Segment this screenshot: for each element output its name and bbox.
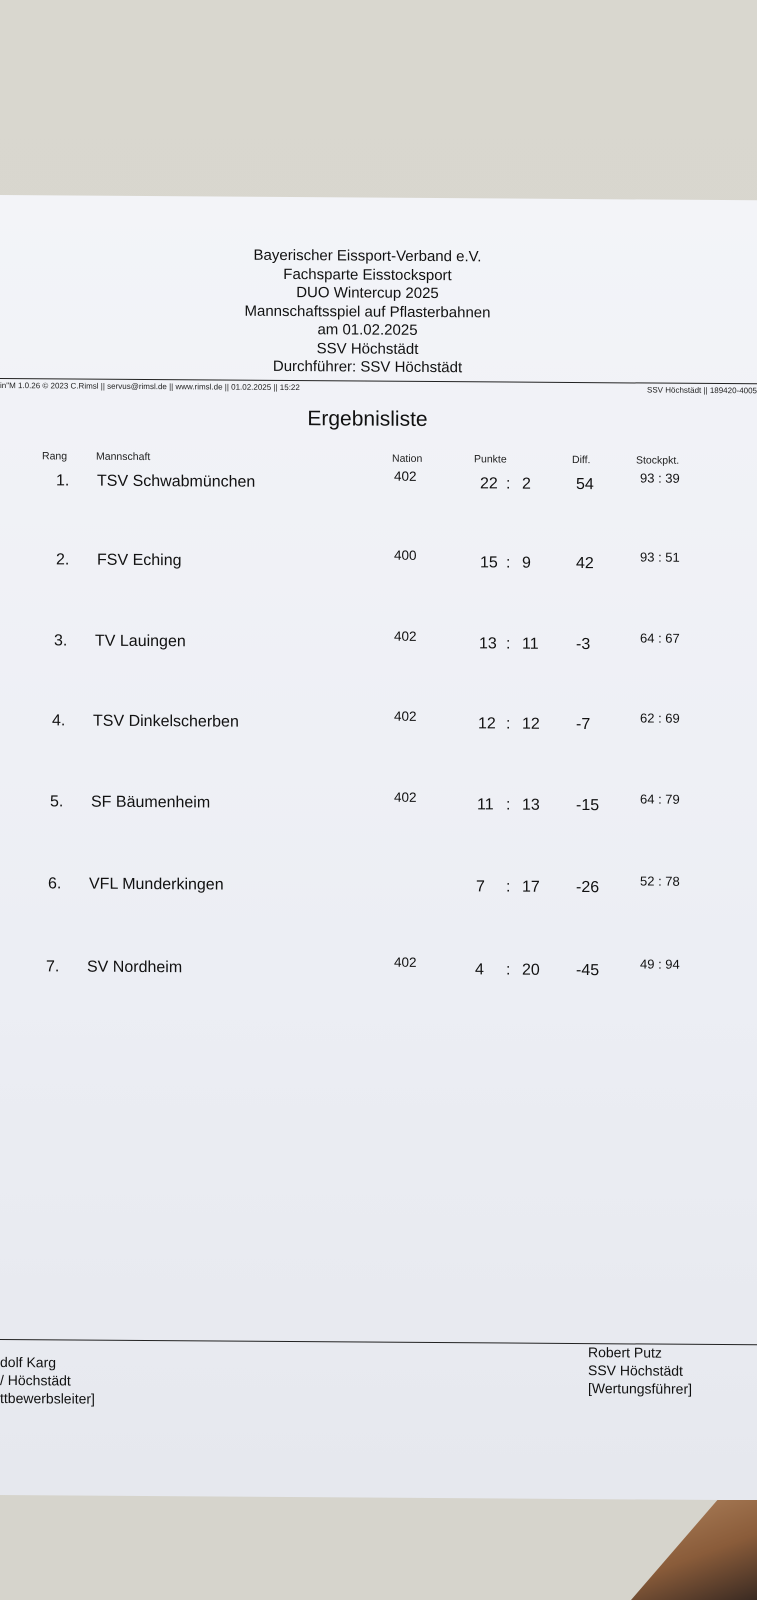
- document-header: [0, 245, 735, 380]
- nation-cell: 402: [394, 789, 417, 805]
- points-colon: :: [506, 635, 511, 653]
- points-colon: :: [506, 715, 511, 733]
- team-cell: SF Bäumenheim: [91, 793, 211, 812]
- header-line-4: Mannschaftsspiel auf Pflasterbahnen: [244, 302, 491, 321]
- col-mannschaft: Mannschaft: [96, 450, 151, 464]
- team-cell: TSV Dinkelscherben: [93, 712, 239, 731]
- header-line-7: Durchführer: SSV Höchstädt: [272, 357, 463, 377]
- nation-cell: 400: [394, 547, 417, 563]
- nation-cell: 402: [394, 628, 417, 644]
- points-for-cell: 4: [475, 961, 484, 979]
- points-colon: :: [506, 796, 511, 814]
- header-line-5: am 01.02.2025: [317, 321, 418, 339]
- points-against-cell: 20: [522, 961, 540, 979]
- rang-cell: 6.: [48, 875, 62, 893]
- nation-cell: 402: [394, 468, 417, 484]
- results-sheet: [0, 195, 757, 1500]
- points-colon: :: [506, 878, 511, 896]
- rang-cell: 2.: [56, 551, 70, 569]
- stockpkt-cell: 64 : 79: [640, 791, 680, 807]
- points-against-cell: 11: [522, 635, 539, 653]
- rang-cell: 4.: [52, 712, 66, 730]
- rang-cell: 5.: [50, 793, 64, 811]
- team-cell: FSV Eching: [97, 551, 182, 570]
- table-row: [0, 954, 757, 993]
- stockpkt-cell: 93 : 51: [640, 549, 680, 565]
- points-colon: :: [506, 554, 511, 572]
- nation-cell: 402: [394, 708, 417, 724]
- col-nation: Nation: [392, 452, 423, 465]
- team-cell: VFL Munderkingen: [89, 875, 224, 894]
- points-for-cell: 7: [476, 878, 485, 896]
- signature-left-name: dolf Karg: [0, 1354, 57, 1371]
- header-line-6: SSV Höchstädt: [316, 339, 419, 358]
- table-row: [0, 547, 757, 586]
- stockpkt-cell: 64 : 67: [640, 630, 680, 646]
- signature-left: [0, 1353, 95, 1408]
- points-colon: :: [506, 475, 511, 493]
- points-for-cell: 12: [478, 715, 496, 733]
- signature-left-club: / Höchstädt: [0, 1372, 71, 1389]
- table-row: [0, 708, 757, 747]
- points-against-cell: 2: [522, 475, 531, 493]
- signature-right-name: Robert Putz: [588, 1344, 662, 1361]
- table-row: [0, 875, 757, 910]
- signature-right-role: [Wertungsführer]: [588, 1380, 693, 1397]
- col-rang: Rang: [42, 450, 68, 463]
- signature-right: [588, 1343, 692, 1398]
- team-cell: TSV Schwabmünchen: [97, 472, 256, 491]
- organizer-meta: SSV Höchstädt || 189420-4005: [646, 385, 757, 396]
- team-cell: TV Lauingen: [95, 632, 186, 651]
- points-for-cell: 13: [479, 635, 497, 653]
- desk-corner: [577, 1500, 757, 1600]
- team-cell: SV Nordheim: [87, 958, 183, 977]
- table-row: [0, 468, 757, 507]
- col-punkte: Punkte: [474, 453, 507, 466]
- stockpkt-cell: 62 : 69: [640, 710, 680, 726]
- points-colon: :: [506, 961, 511, 979]
- diff-cell: 54: [576, 476, 594, 494]
- diff-cell: -7: [576, 716, 591, 734]
- points-against-cell: 12: [522, 715, 540, 733]
- signature-right-club: SSV Höchstädt: [588, 1362, 683, 1379]
- points-for-cell: 15: [480, 554, 498, 572]
- points-against-cell: 17: [522, 878, 540, 896]
- header-line-2: Fachsparte Eisstocksport: [283, 265, 452, 284]
- rang-cell: 3.: [54, 632, 68, 650]
- table-row: [0, 628, 757, 667]
- header-line-3: DUO Wintercup 2025: [296, 284, 439, 303]
- diff-cell: -45: [576, 962, 600, 980]
- signature-left-role: ttbewerbsleiter]: [0, 1390, 95, 1407]
- diff-cell: -15: [576, 797, 600, 815]
- points-against-cell: 13: [522, 796, 540, 814]
- col-stockpkt: Stockpkt.: [636, 454, 680, 467]
- rang-cell: 7.: [46, 958, 60, 976]
- stockpkt-cell: 49 : 94: [640, 956, 680, 972]
- nation-cell: 402: [394, 954, 417, 970]
- rang-cell: 1.: [56, 472, 70, 490]
- stockpkt-cell: 52 : 78: [640, 873, 680, 889]
- points-against-cell: 9: [522, 554, 531, 572]
- points-for-cell: 11: [477, 796, 494, 814]
- col-diff: Diff.: [572, 453, 591, 467]
- page-title: Ergebnisliste: [307, 407, 428, 431]
- diff-cell: -3: [576, 636, 591, 654]
- diff-cell: 42: [576, 555, 594, 573]
- table-row: [0, 789, 757, 828]
- header-line-1: Bayerischer Eissport-Verband e.V.: [253, 246, 482, 266]
- software-meta: in"M 1.0.26 © 2023 C.Rimsl || servus@rimsl.de || www.rimsl.de || 01.02.2025 || 15:22: [0, 381, 300, 393]
- stockpkt-cell: 93 : 39: [640, 470, 680, 486]
- diff-cell: -26: [576, 879, 600, 897]
- points-for-cell: 22: [480, 475, 498, 493]
